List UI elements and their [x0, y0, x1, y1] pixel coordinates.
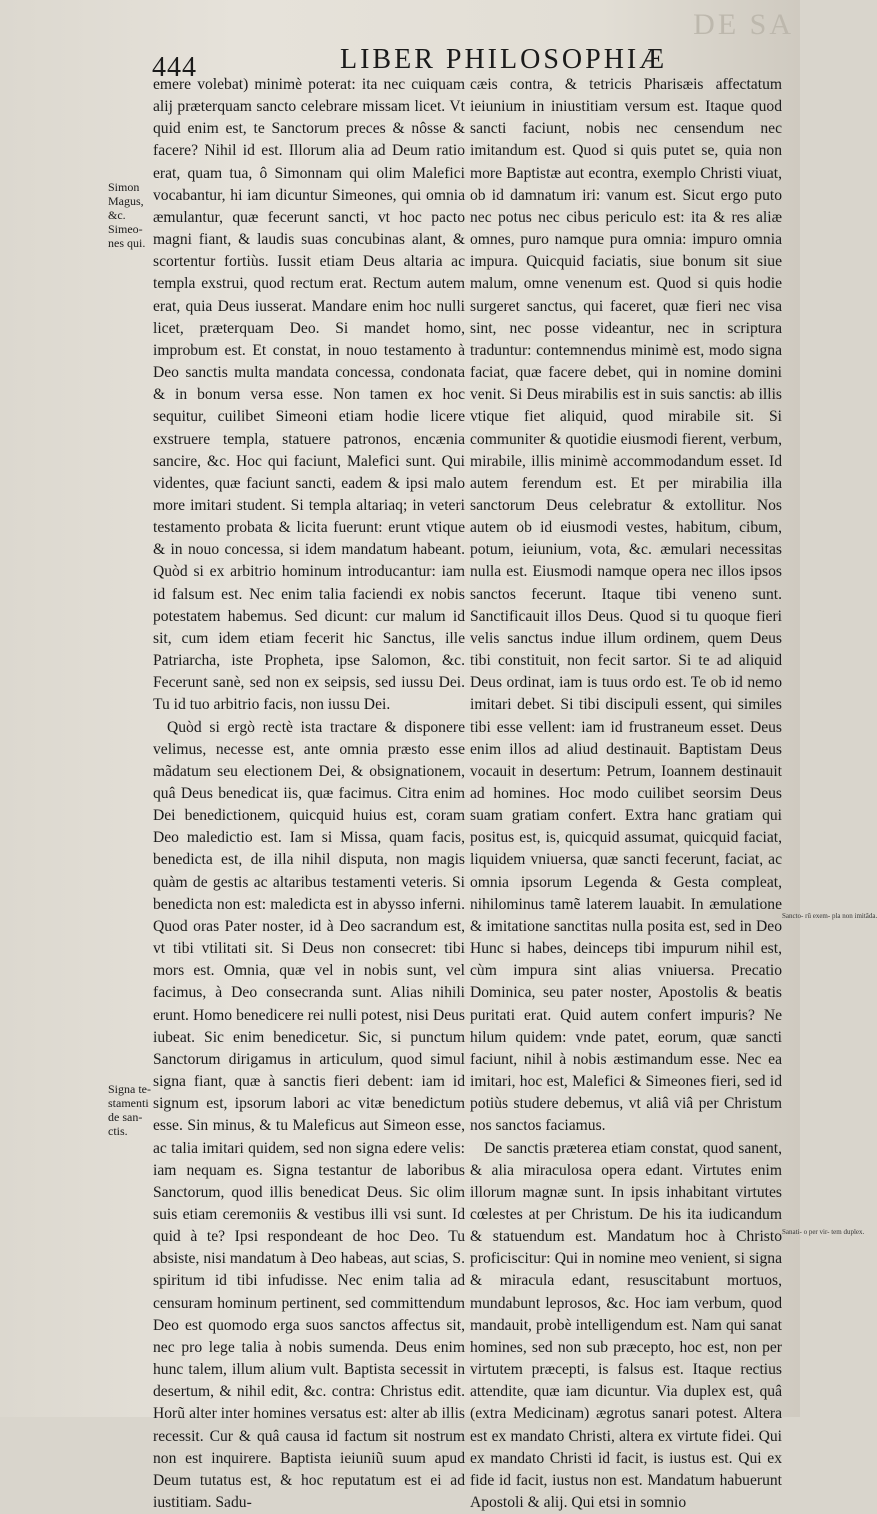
page-number: 444 [152, 52, 197, 84]
right-column [470, 74, 782, 1514]
margin-note-right-sanatio: Sanati- o per vir- tem duplex. [782, 1228, 800, 1236]
left-paragraph-2: Quòd si ergò rectè ista tractare & disponere velimus, necesse est, ante omnia præsto esse mãdatum seu electionem Dei, & obsignationem, quâ Deus benedicat iis, quæ facimus. Citra enim Dei benedictionem, quicquid huius est, coram Deo maledictio est. Iam si Missa, quam facis, benedicta est, de illa nihil disputa, non magis quàm de gestis ac altaribus testamenti veteris. Si benedicta non est: maledicta est in abysso inferni. Quod oras Pater noster, id à Deo sacrandum est, vt tibi vtilitati sit. Si Deus non consecret: tibi mors est. Omnia, quæ vel in nobis sunt, vel facimus, à Deo consecranda sunt. Alias nihili erunt. Homo benedicere rei nulli potest, nisi Deus iubeat. Sic enim benedicetur. Sic, si punctum Sanctorum dirigamus in articulum, quod simul signa fiant, quæ à sanctis fieri debent: iam id signum est, ipsorum labori ac vitæ benedictum esse. Sin minus, & tu Maleficus aut Simeon esse, ac talia imitari quidem, sed non signa edere velis: iam nequam es. Signa testantur de laboribus Sanctorum, quod illis benedicat Deus. Sic olim suis etiam ceremoniis & vestibus illi vsi sunt. Id quid à te? Ipsi respondeant de hoc Deo. Tu absiste, nisi mandatum à Deo habeas, aut scias, S. spiritum id tibi infudisse. Nec enim talia ad censuram hominum pertinent, sed committendum Deo est quomodo erga suos sanctos affectus sit, nec pro lege talia à nobis sumenda. Deus enim hunc talem, illum alium vult. Baptista secessit in desertum, & nihil edit, &c. contra: Christus edit. Horũ alter inter homines versatus est: alter ab illis recessit. Cur & quâ causa id factum sit nostrum non est inquirere. Baptista ieiuniũ suum apud Deum tutatus est, & hoc reputatum est ei ad iustitiam. Sadu- [153, 717, 465, 1514]
margin-note-simon-magus: Simon Magus, &c. [108, 180, 152, 222]
margin-note-simeones: Simeo-nes qui. [108, 222, 152, 250]
bleed-through-text: DE SA [600, 8, 800, 48]
running-head: LIBER PHILOSOPHIÆ [340, 44, 667, 76]
left-paragraph-1: emere volebat) minimè poterat: ita nec cuiquam alij præterquam sancto celebrare missam licet. Vt quid enim est, te Sanctorum preces & nôsse & facere? Nihil id est. Illorum alia ad Deum ratio erat, quam tua, ô Simonnam qui olim Malefici vocabantur, hi iam dicuntur Simeones, qui omnia æmulantur, quæ fecerunt sancti, vt hoc pacto magni fiant, & laudis suas concubinas alant, & scortentur fortiùs. Iussit etiam Deus altaria ac templa exstrui, quod rectum erat. Rectum autem erat, quia Deus iusserat. Mandare enim hoc nulli licet, præterquam Deo. Si mandet homo, improbum est. Et constat, in nouo testamento à Deo sanctis multa mandata concessa, condonata & in bonum versa esse. Non tamen ex hoc sequitur, cuilibet Simeoni etiam hodie licere exstruere templa, statuere patronos, encænia sancire, &c. Hoc qui faciunt, Malefici sunt. Qui videntes, quæ faciunt sancti, eadem & ipsi malo more imitari student. Si templa altariaq; in veteri testamento probata & licita fuerunt: erunt vtique & in nouo concessa, si idem mandatum habeant. Quòd si ex arbitrio hominum introducantur: iam id falsum est. Nec enim talia faciendi ex nobis potestatem habemus. Sed dicunt: cur malum id sit, cum idem etiam fecerit hic Sanctus, ille Patriarcha, iste Propheta, ipse Salomon, &c. Fecerunt sanè, sed non ex seipsis, sed iussu Dei. Tu id tuo arbitrio facis, non iussu Dei. [153, 74, 465, 717]
left-column [153, 74, 465, 1514]
right-paragraph-1: cæis contra, & tetricis Pharisæis affectatum ieiunium in iniustitiam versum est. Itaque quod sancti faciunt, nobis nec censendum nec imitandum est. Quod si quis putet se, quia non more Baptistæ aut econtra, exemplo Christi viuat, ob id damnatum iri: vanum est. Sicut ergo puto nec potus nec cibus periculo est: ita & res aliæ omnes, puro namque pura omnia: impuro omnia impura. Quicquid faciatis, siue bonum sit siue malum, omne venenum est. Quod si quis hodie surgeret sanctus, qui faceret, quæ fieri nec visa sint, nec posse videantur, nec in scriptura traduntur: contemnendus minimè est, modo signa faciat, quæ facere debet, qui in nomine domini venit. Si Deus mirabilis est in suis sanctis: ab illis vtique fiet aliquid, quod mirabile sit. Si communiter & quotidie eiusmodi fierent, verbum, mirabile, illis minimè accommodandum esset. Id autem ferendum est. Et per mirabilia illa sanctorum Deus celebratur & extollitur. Nos autem ob id eiusmodi vestes, habitum, cibum, potum, ieiunium, vota, &c. æmulari necessitas nulla est. Eiusmodi namque opera nec illos ipsos sanctos fecerunt. Itaque tibi veneno sunt. Sanctificauit illos Deus. Quod si tu quoque fieri velis sanctus indue illum ordinem, quem Deus tibi constituit, non fecit sartor. Si te ad aliquid Deus ordinat, iam is tuus ordo est. Te ob id nemo imitari debet. Si tibi discipuli essent, qui similes tibi esse vellent: iam id frustraneum esset. Deus enim illos ad aliud destinauit. Baptistam Deus vocauit in desertum: Petrum, Ioannem destinauit ad homines. Hoc modo cuilibet seorsim Deus suam gratiam confert. Extra hanc gratiam qui positus est, is, quicquid assumat, quicquid faciat, liquidem vniuersa, quæ sancti fecerunt, faciat, ac omnia ipsorum Legenda & Gesta compleat, nihilominus tamẽ laterem lauabit. In æmulatione & imitatione sanctitas nulla posita est, sed in Deo Hunc si habes, deinceps tibi impurum nihil est, cùm impura sint alias vniuersa. Precatio Dominica, seu pater noster, Apostolis & beatis puritati erat. Quid autem confert impuris? Ne hilum quidem: vnde patet, eorum, quæ sancti faciunt, nihil à nobis æstimandum esse. Nec ea imitari, hoc est, Malefici & Simeones fieri, sed id potiùs studere debemus, vt aliâ viâ per Christum nos sanctos faciamus. [470, 74, 782, 1138]
margin-note-signa-testamenti: Signa te-stamenti de san-ctis. [108, 1082, 152, 1138]
margin-note-right-sanctorum: Sancto- rū exem- pla non imitãda. [782, 912, 800, 920]
right-paragraph-2: De sanctis præterea etiam constat, quod sanent, & alia miraculosa opera edant. Virtutes enim illorum magnæ sunt. In ipsis inhabitant virtutes cœlestes at per Christum. De his ita iudicandum & statuendum est. Mandatum hoc à Christo proficiscitur: Qui in nomine meo venient, si signa & miracula edant, resuscitabunt mortuos, mundabunt leprosos, &c. Hoc iam verbum, quod mandauit, probè intelligendum est. Nam qui sanat homines, sed non sub præcepto, hoc est, non per virtutem præcepti, is falsus est. Itaque rectius attendite, quæ iam dicuntur. Via duplex est, quâ (extra Medicinam) ægrotus sanari potest. Altera est ex mandato Christi, altera ex virtute fidei. Qui ex mandato Christi id facit, is iustus est. Qui ex fide id facit, iustus non est. Mandatum habuerunt Apostoli & alij. Qui etsi in somnio [470, 1138, 782, 1514]
